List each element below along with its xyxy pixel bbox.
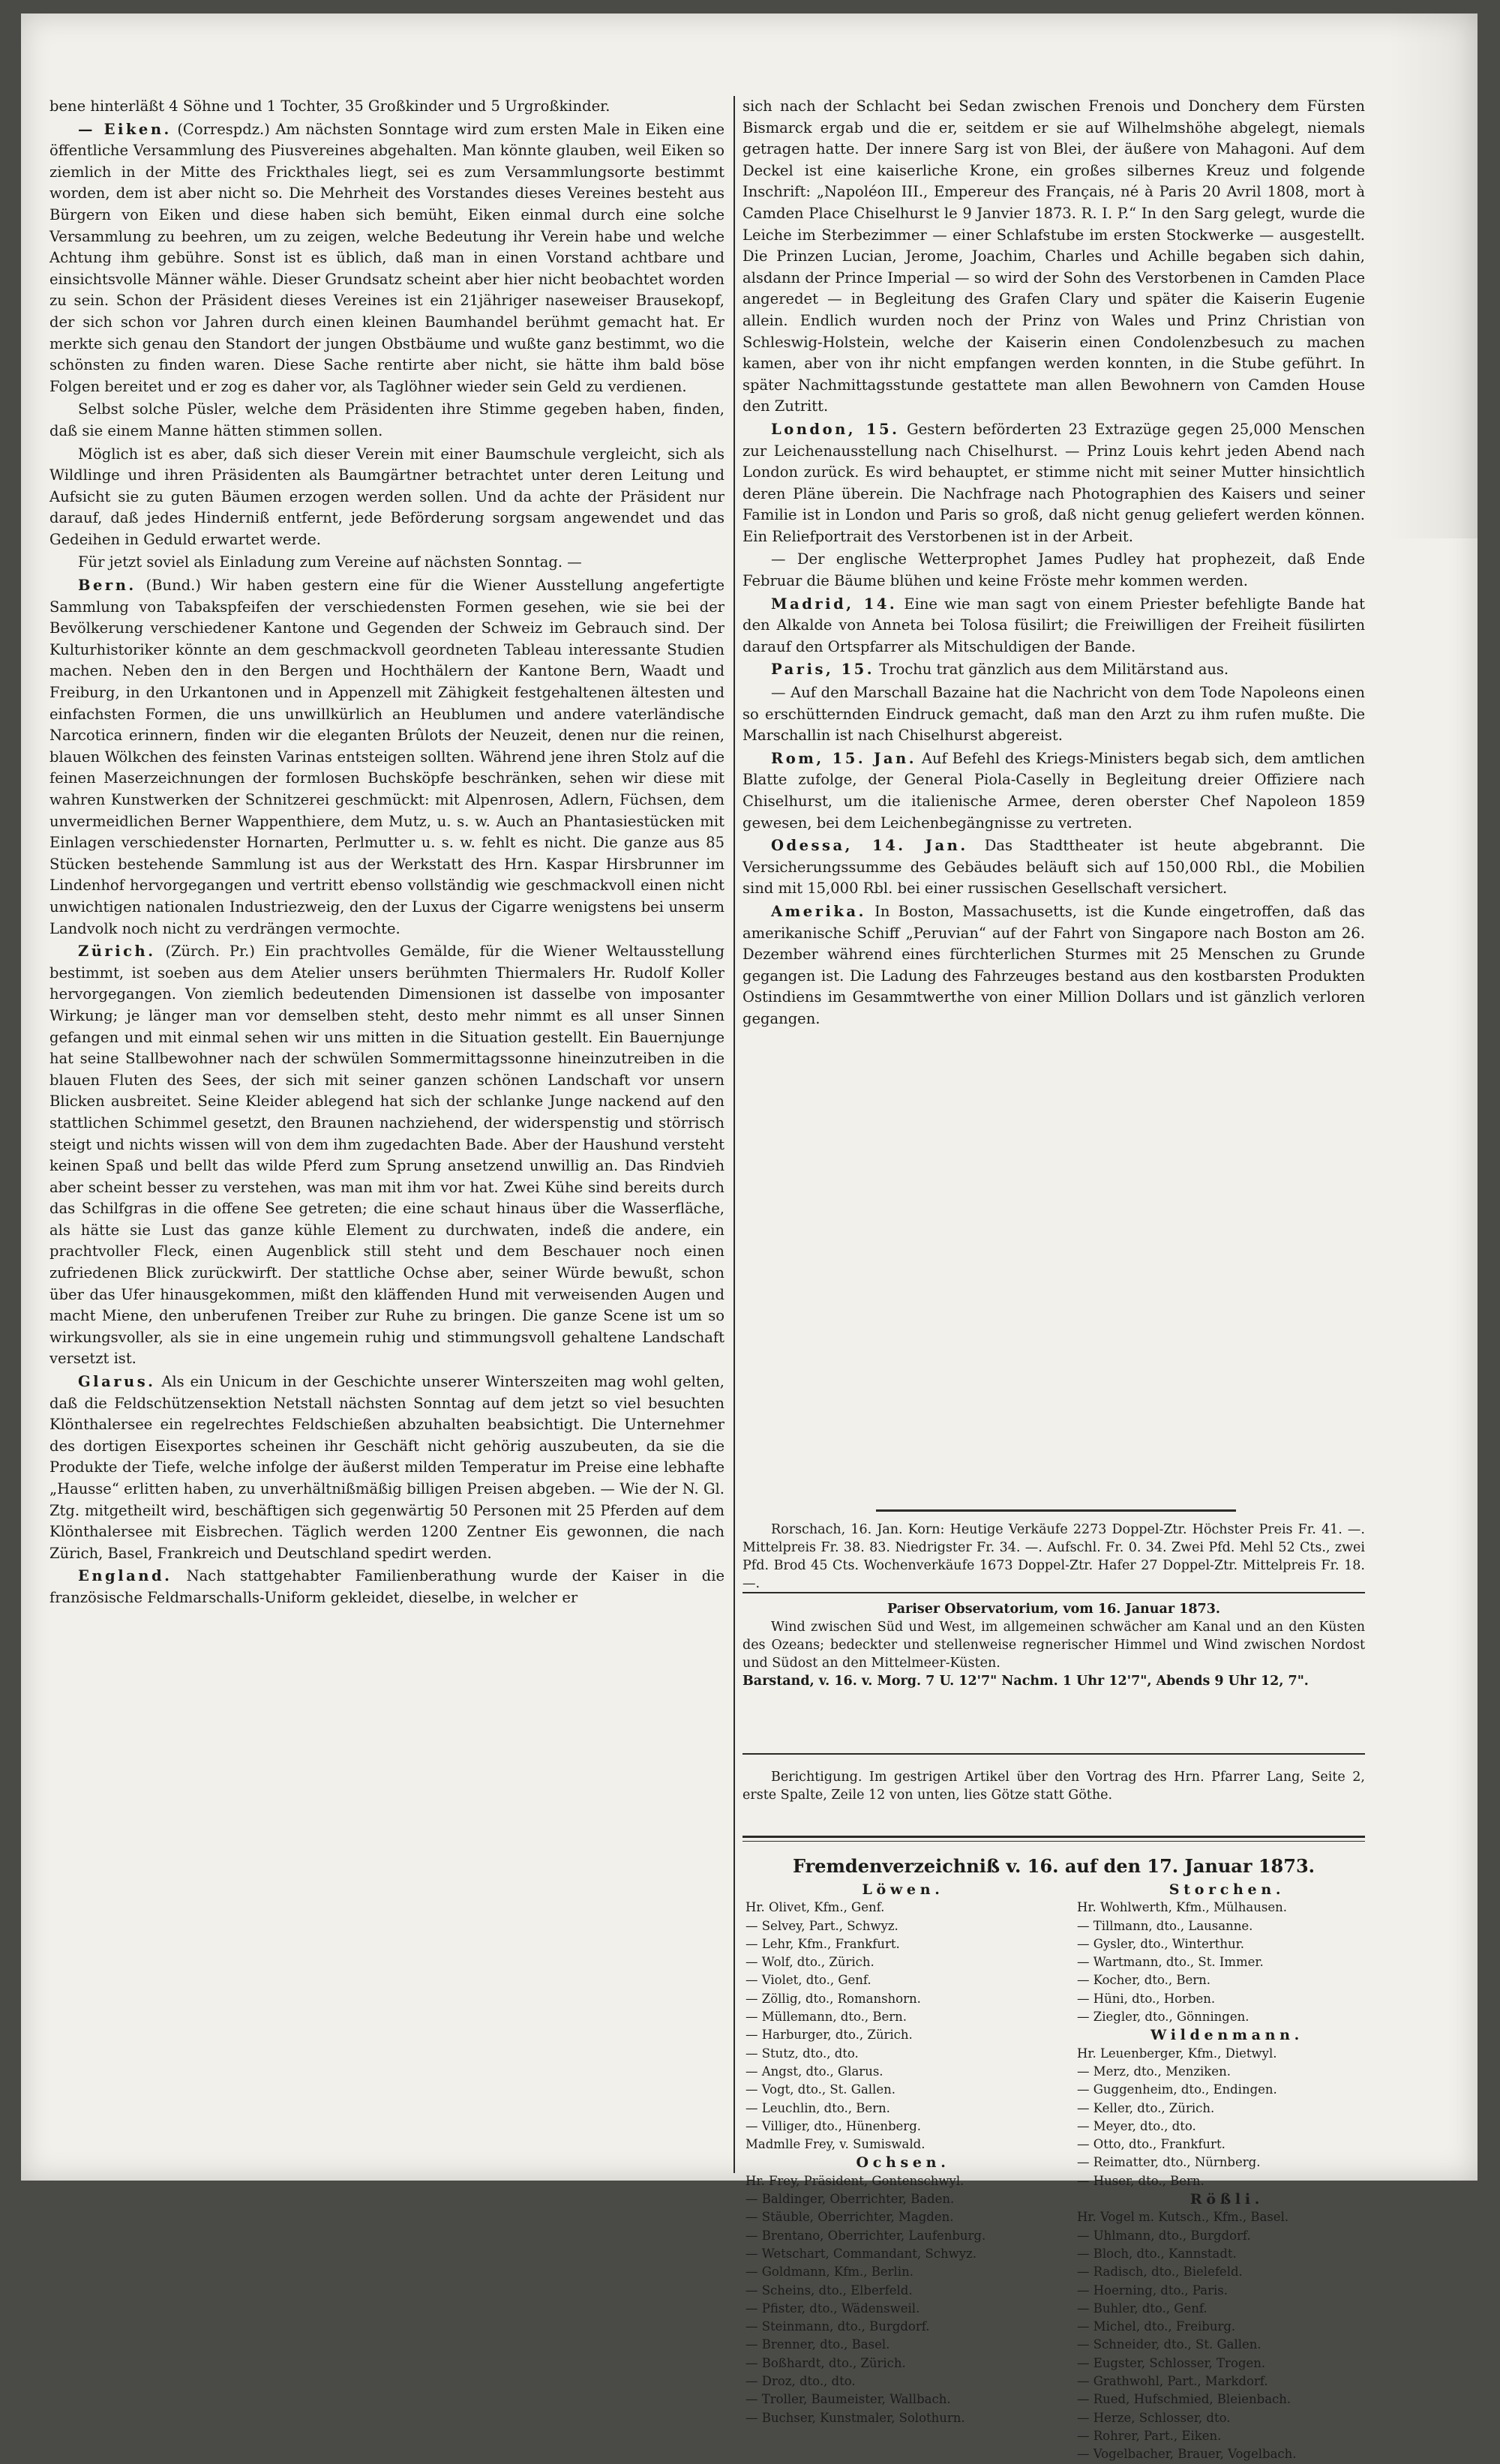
hotel-name: Ochsen. [856,2154,950,2172]
article-paragraph [742,835,1365,900]
guest-entry: — Harburger, dto., Zürich. [746,2028,913,2043]
article-dateline: Paris, 15. [771,661,875,679]
guest-list-left [746,1881,1060,2427]
article-text: (Zürch. Pr.) Ein prachtvolles Gemälde, für die Wiener Weltausstellung bestimmt, ist soeben aus dem Atelier unsers berühmten Thiermalers Hr. Rudolf Koller hervorgegangen. Von ziemlich bedeutenden Dimensionen ist dasselbe von imposanter Wirkung; je länger man vor demselben steht, desto mehr nimmt es all unser Sinnen gefangen und mit einmal sehen wir uns mitten in die Situation gestellt. Ein Bauernjunge hat seine Stallbewohner nach der schwülen Sommermittagssonne hineinzutreiben in die blauen Fluten des Sees, der sich mit seiner ganzen schönen Landschaft vor unsern Blicken ausbreitet. Seine Kleider ablegend hat sich der schlanke Junge nackend auf den stattlichen Schimmel gesetzt, den Braunen nachziehend, der widerspenstig und störrisch steigt und nichts wissen will von dem ihm zugedachten Bade. Aber der Haushund versteht keinen Spaß und bellt das wilde Pferd zum Sprung ansetzend unwillig an. Das Rindvieh aber scheint besser zu verstehen, was man mit ihm vor hat. Zwei Kühe sind bereits durch das Schilfgras in die offene See getreten; die eine schaut hinaus über die Wasserfläche, als hätte sie Lust das ganze kühle Element zu durchwaten, indeß die andere, ein prachtvoller Fleck, einen Augenblick still steht und dem Beschauer noch einen zufriedenen Blick zurückwirft. Der stattliche Ochse aber, seiner Würde bewußt, schon über das Ufer hinausgekommen, mißt den kläffenden Hund mit verweisenden Augen und macht Miene, den unberufenen Treiber zur Ruhe zu bringen. Die ganze Scene ist um so wirkungsvoller, als sie in eine ungemein ruhig und stimmungsvoll gehaltene Landschaft versetzt ist. [50,943,724,1368]
article-dateline: Glarus. [78,1373,156,1391]
article-paragraph [742,96,1365,418]
article-text: sich nach der Schlacht bei Sedan zwischen Frenois und Donchery dem Fürsten Bismarck ergab und die er, seitdem er sie auf Wilhelmshöhe abgelegt, niemals getragen hatte. Der innere Sarg ist von Blei, der äußere von Mahagoni. Auf dem Deckel ist eine kaiserliche Krone, ein großes silbernes Kreuz und folgende Inschrift: „Napoléon III., Empereur des Français, né à Paris 20 Avril 1808, mort à Camden Place Chiselhurst le 9 Janvier 1873. R. I. P.“ In den Sarg gelegt, wurde die Leiche im Sterbezimmer — einer Schlafstube im ersten Stockwerke — ausgestellt. Die Prinzen Lucian, Jerome, Joachim, Charles und Achille begaben sich dahin, alsdann der Prince Imperial — so wird der Sohn des Verstorbenen in Camden Place angeredet — in Begleitung des Grafen Clary und später die Kaiserin Eugenie allein. Endlich wurden noch der Prinz von Wales und Prinz Christian von Schleswig-Holstein, welche der Kaiserin einen Condolenzbesuch zu machen kamen, aber von ihr nicht empfangen werden konnten, in die Stube geführt. In später Nachmittagsstunde gestattete man allen Bewohnern von Camden House den Zutritt. [742,97,1365,415]
guest-entry: — Rohrer, Part., Eiken. [1077,2428,1222,2443]
article-text: (Correspdz.) Am nächsten Sonntage wird zum ersten Male in Eiken eine öffentliche Versammlung des Piusvereines abgehalten. Man könnte glauben, weil Eiken so ziemlich in der Mitte des Frickthales liegt, sei es zum Versammlungsorte bestimmt worden, dem ist aber nicht so. Die Mehrheit des Vorstandes dieses Vereines besteht aus Bürgern von Eiken und diese haben sich bemüht, Eiken einmal durch eine solche Versammlung zu beehren, um zu zeigen, welche Bedeutung ihr Verein habe und welche Achtung ihm gebühre. Sonst ist es üblich, daß man in einen Vorstand achtbare und einsichtsvolle Männer wähle. Dieser Grundsatz scheint aber hier nicht beobachtet worden zu sein. Schon der Präsident dieses Vereines ist ein 21jähriger naseweiser Brausekopf, der sich schon vor Jahren durch einen kleinen Baumhandel berühmt gemacht hat. Er merkte sich genau den Standort der jungen Obstbäume und wußte ganz bestimmt, wo die schönsten zu finden waren. Diese Sache rentirte aber nicht, sie hätte ihm bald böse Folgen bereitet und er zog es daher vor, als Taglöhner wieder sein Geld zu verdienen. [50,120,724,395]
article-text: Als ein Unicum in der Geschichte unserer Winterszeiten mag wohl gelten, daß die Feldschützensektion Netstall nächsten Sonntag auf dem jetzt so viel besuchten Klönthalersee ein regelrechtes Feldschießen abzuhalten beabsichtigt. Die Unternehmer des dortigen Eisexportes scheinen ihr Geschäft nicht gehörig auszubeuten, da sie die Produkte der Tiefe, welche infolge der äußerst milden Temperatur im Preise eine lebhafte „Hausse“ erlitten haben, zu unverhältnißmäßig billigen Preisen abgeben. — Wie der N. Gl. Ztg. mitgetheilt wird, beschäftigen sich gegenwärtig 50 Personen mit 25 Pferden auf dem Klönthalersee mit Eisbrechen. Täglich werden 1200 Zentner Eis gewonnen, die nach Zürich, Basel, Frankreich und Deutschland spedirt werden. [50,1373,724,1562]
observatory-separator [742,1592,1365,1593]
guest-list-right [1077,1881,1377,2464]
guest-entry: — Troller, Baumeister, Wallbach. [746,2392,951,2407]
page-edge-shadow [1388,13,1478,538]
article-dateline: Madrid, 14. [771,595,898,613]
correction-note [742,1768,1365,1804]
guest-entry: — Merz, dto., Menziken. [1077,2064,1231,2079]
article-text: bene hinterläßt 4 Söhne und 1 Tochter, 35 Großkinder und 5 Urgroßkinder. [50,97,610,115]
guest-entry: — Wolf, dto., Zürich. [746,1955,874,1970]
guest-entry: — Michel, dto., Freiburg. [1077,2319,1236,2334]
guest-entry: — Vogt, dto., St. Gallen. [746,2082,896,2097]
guest-entry: — Meyer, dto., dto. [1077,2118,1196,2133]
guest-entry: — Rued, Hufschmied, Bleienbach. [1077,2392,1292,2407]
left-column [50,96,724,1609]
article-text: Eine wie man sagt von einem Priester befehligte Bande hat den Alkalde von Anneta bei Tolosa füsilirt; die Freiwilligen der Freiheit füsilirten darauf den Ortspfarrer als Mitschuldigen der Bande. [742,595,1365,655]
article-paragraph [50,119,724,398]
guest-entry: — Angst, dto., Glarus. [746,2064,884,2079]
guest-entry: — Baldinger, Oberrichter, Baden. [746,2192,955,2207]
guest-list-title: Fremdenverzeichniß v. 16. auf den 17. Januar 1873. [792,1855,1316,1877]
column-divider [734,96,735,2173]
article-dateline: England. [78,1567,172,1585]
market-separator [876,1509,1236,1512]
hotel-name: Wildenmann. [1150,2027,1304,2044]
article-paragraph [742,594,1365,658]
guest-entry: — Radisch, dto., Bielefeld. [1077,2265,1243,2280]
hotel-name: Storchen. [1168,1881,1286,1898]
guest-entry: — Lehr, Kfm., Frankfurt. [746,1936,900,1951]
article-text: Für jetzt soviel als Einladung zum Vereine auf nächsten Sonntag. — [78,553,582,571]
guest-entry: — Schneider, dto., St. Gallen. [1077,2337,1262,2352]
article-paragraph [742,748,1365,834]
guest-entry: — Wartmann, dto., St. Immer. [1077,1955,1264,1970]
guest-entry: — Tillmann, dto., Lausanne. [1077,1918,1253,1933]
article-text: Auf Befehl des Kriegs-Ministers begab sich, dem amtlichen Blatte zufolge, der General Piola-Caselly in Begleitung dreier Offiziere nach Chiselhurst, um die italienische Armee, deren oberster Chef Napoleon 1859 gewesen, bei dem Leichenbegängnisse zu vertreten. [742,749,1365,832]
guest-entry: — Wetschart, Commandant, Schwyz. [746,2246,976,2261]
newspaper-page [21,13,1478,2462]
guest-entry: — Reimatter, dto., Nürnberg. [1077,2155,1261,2170]
article-text: Das Stadttheater ist heute abgebrannt. Die Versicherungssumme des Gebäudes beläuft sich auf 150,000 Rbl., die Mobilien sind mit 15,000 Rbl. bei einer russischen Gesellschaft versichert. [742,837,1365,898]
article-text: Selbst solche Püsler, welche dem Präsidenten ihre Stimme gegeben haben, finden, daß sie einem Manne hätten stimmen sollen. [50,400,724,439]
article-dateline: Rom, 15. Jan. [771,749,916,767]
article-paragraph [742,901,1365,1030]
guest-entry: — Eugster, Schlosser, Trogen. [1077,2355,1266,2370]
article-paragraph [742,682,1365,747]
guest-entry: — Grathwohl, Part., Markdorf. [1077,2374,1268,2389]
guest-entry: Hr. Frey, Präsident, Gontenschwyl. [746,2173,964,2188]
guest-entry: — Gysler, dto., Winterthur. [1077,1936,1244,1951]
guest-entry: — Otto, dto., Frankfurt. [1077,2137,1226,2152]
article-paragraph [50,1371,724,1564]
guest-entry: — Boßhardt, dto., Zürich. [746,2355,906,2370]
guest-entry: — Violet, dto., Genf. [746,1973,872,1988]
fremden-rule-bottom [742,1841,1365,1842]
guest-entry: — Bloch, dto., Kannstadt. [1077,2246,1237,2261]
guest-entry: — Hoerning, dto., Paris. [1077,2283,1228,2298]
guest-entry: — Ziegler, dto., Gönningen. [1077,2010,1250,2025]
guest-entry: — Stutz, dto., dto. [746,2046,859,2061]
article-paragraph [50,1566,724,1608]
article-text: — Auf den Marschall Bazaine hat die Nachricht von dem Tode Napoleons einen so erschütternden Eindruck gemacht, daß man den Arzt zu ihm rufen mußte. Die Marschallin ist nach Chiselhurst abgereist. [742,684,1365,745]
guest-entry: — Scheins, dto., Elberfeld. [746,2283,913,2298]
article-text: In Boston, Massachusetts, ist die Kunde eingetroffen, daß das amerikanische Schiff „Peruvian“ auf der Fahrt von Singapore nach Boston am 26. Dezember während eines fürchterlichen Sturmes mit 25 Menschen zu Grunde gegangen ist. Die Ladung des Fahrzeuges bestand aus den kostbarsten Produkten Ostindiens im Gesammtwerthe von einer Million Dollars und ist gänzlich verloren gegangen. [742,902,1365,1027]
article-paragraph [742,549,1365,592]
guest-entry: Hr. Vogel m. Kutsch., Kfm., Basel. [1077,2210,1289,2225]
hotel-name: Rößli. [1190,2191,1264,2208]
guest-entry: — Steinmann, dto., Burgdorf. [746,2319,930,2334]
guest-entry: — Keller, dto., Zürich. [1077,2100,1215,2115]
hotel-name: Löwen. [862,1881,944,1898]
guest-entry: — Brenner, dto., Basel. [746,2337,890,2352]
guest-entry: — Droz, dto., dto. [746,2374,856,2389]
article-paragraph [50,444,724,551]
article-paragraph [50,575,724,940]
fremden-rule-top [742,1836,1365,1838]
guest-entry: — Goldmann, Kfm., Berlin. [746,2265,914,2280]
article-paragraph [50,941,724,1370]
guest-entry: — Vogelbacher, Brauer, Vogelbach. [1077,2447,1297,2462]
market-text: Rorschach, 16. Jan. Korn: Heutige Verkäufe 2273 Doppel-Ztr. Höchster Preis Fr. 41. —. Mittelpreis Fr. 38. 83. Niedrigster Fr. 34. —. Aufschl. Fr. 0. 34. Zwei Pfd. Mehl 52 Cts., zwei Pfd. Brod 45 Cts. Wochenverkäufe 1673 Doppel-Ztr. Hafer 27 Doppel-Ztr. Mittelpreis Fr. 18. —. [742,1522,1365,1591]
guest-entry: — Buhler, dto., Genf. [1077,2301,1208,2316]
article-dateline: — Eiken. [78,120,172,138]
guest-entry: — Stäuble, Oberrichter, Magden. [746,2210,954,2225]
article-dateline: Odessa, 14. Jan. [771,837,968,855]
guest-entry: Madmlle Frey, v. Sumiswald. [746,2137,926,2152]
observatory-report [742,1600,1365,1690]
article-paragraph [50,399,724,442]
guest-entry: — Buchser, Kunstmaler, Solothurn. [746,2410,965,2425]
article-dateline: Amerika. [771,902,866,920]
correction-separator [742,1753,1365,1755]
guest-entry: — Müllemann, dto., Bern. [746,2010,908,2025]
observatory-title: Pariser Observatorium, vom 16. Januar 1873. [887,1602,1220,1617]
guest-entry: — Huser, dto., Bern. [1077,2173,1204,2188]
observatory-text: Wind zwischen Süd und West, im allgemeinen schwächer am Kanal und an den Küsten des Ozeans; bedeckter und stellenweise regnerischer Himmel und Wind zwischen Nordost und Südost an den Mittelmeer-Küsten. [742,1620,1365,1671]
article-text: Gestern beförderten 23 Extrazüge gegen 25,000 Menschen zur Leichenausstellung nach Chiselhurst. — Prinz Louis kehrt jeden Abend nach London zurück. Es wird behauptet, er stimme nicht mit seiner Mutter hinsichtlich deren Pläne überein. Die Nachfrage nach Photographien des Kaisers und seiner Familie ist in London und Paris so groß, daß nicht genug geliefert werden können. Ein Reliefportrait des Verstorbenen ist in der Arbeit. [742,420,1365,545]
guest-entry: — Zöllig, dto., Romanshorn. [746,1991,921,2006]
guest-entry: Hr. Leuenberger, Kfm., Dietwyl. [1077,2046,1277,2061]
article-text: Trochu trat gänzlich aus dem Militärstand aus. [874,661,1229,679]
guest-entry: — Guggenheim, dto., Endingen. [1077,2082,1277,2097]
article-text: Möglich ist es aber, daß sich dieser Verein mit einer Baumschule vergleicht, sich als Wildlinge und ihren Präsidenten als Baumgärtner betrachtet unter deren Leitung und Aufsicht sie zu guten Bäumen erzogen werden sollen. Und da achte der Präsident nur darauf, daß jedes Hinderniß entfernt, jede Beförderung sorgsam angewendet und das Gedeihen in Geduld erwartet werde. [50,445,724,548]
guest-entry: — Uhlmann, dto., Burgdorf. [1077,2228,1251,2243]
article-dateline: Bern. [78,577,136,595]
guest-entry: — Selvey, Part., Schwyz. [746,1918,898,1933]
article-paragraph [50,96,724,118]
article-text: — Der englische Wetterprophet James Pudley hat prophezeit, daß Ende Februar die Bäume blühen und keine Fröste mehr kommen werden. [742,550,1365,590]
article-text: Nach stattgehabter Familienberathung wurde der Kaiser in die französische Feldmarschalls-Uniform gekleidet, dieselbe, in welcher er [50,1567,724,1606]
article-paragraph [742,659,1365,681]
guest-entry: — Kocher, dto., Bern. [1077,1973,1210,1988]
article-dateline: London, 15. [771,420,900,438]
right-column [742,96,1365,1030]
market-report [742,1521,1365,1593]
guest-entry: — Villiger, dto., Hünenberg. [746,2118,921,2133]
guest-entry: — Herze, Schlosser, dto. [1077,2410,1231,2425]
guest-entry: — Hüni, dto., Horben. [1077,1991,1216,2006]
guest-entry: Hr. Olivet, Kfm., Genf. [746,1900,885,1915]
guest-entry: Hr. Wohlwerth, Kfm., Mülhausen. [1077,1900,1287,1915]
observatory-readings: Barstand, v. 16. v. Morg. 7 U. 12'7" Nachm. 1 Uhr 12'7", Abends 9 Uhr 12, 7". [742,1674,1309,1689]
article-text: (Bund.) Wir haben gestern eine für die Wiener Ausstellung angefertigte Sammlung von Tabakspfeifen der verschiedensten Formen gesehen, wie sie bei der Bevölkerung verschiedener Kantone und Gegenden der Schweiz im Gebrauch sind. Der Kulturhistoriker könnte an dem geschmackvoll geordneten Tableau interessante Studien machen. Neben den in den Bergen und Hochthälern der Kantone Bern, Waadt und Freiburg, in den Urkantonen und in Appenzell mit Zähigkeit festgehaltenen ältesten und einfachsten Formen, die uns unwillkürlich an Heublumen und andere vaterländische Narcotica erinnern, finden wir die eleganten Brûlots der Neuzeit, denen nur die reinen, blauen Wölkchen des feinsten Varinas entsteigen sollten. Während jene ihren Stolz auf die feinen Maserzeichnungen der formlosen Buchsköpfe beschränken, sehen wir diese mit wahren Kunstwerken der Schnitzerei geschmückt: mit Alpenrosen, Adlern, Füchsen, dem unvermeidlichen Berner Wappenthiere, dem Mutz, u. s. w. Auch an Phantasiestücken mit Einlagen verschiedenster Hornarten, Perlmutter u. s. w. fehlt es nicht. Die ganze aus 85 Stücken bestehende Sammlung ist aus der Werkstatt des Hrn. Kaspar Hirsbrunner im Lindenhof hervorgegangen und vertritt ebenso vollständig wie geschmackvoll einen nicht unwichtigen nationalen Industriezweig, den der Luxus der Cigarre wenigstens bei unserm Landvolk noch nicht zu verdrängen vermochte. [50,577,724,937]
correction-text: Berichtigung. Im gestrigen Artikel über den Vortrag des Hrn. Pfarrer Lang, Seite 2, erste Spalte, Zeile 12 von unten, lies Götze statt Göthe. [742,1770,1365,1803]
guest-entry: — Pfister, dto., Wädensweil. [746,2301,920,2316]
article-dateline: Zürich. [78,943,156,961]
article-paragraph [742,419,1365,548]
article-paragraph [50,552,724,574]
guest-entry: — Leuchlin, dto., Bern. [746,2100,890,2115]
guest-entry: — Brentano, Oberrichter, Laufenburg. [746,2228,986,2243]
